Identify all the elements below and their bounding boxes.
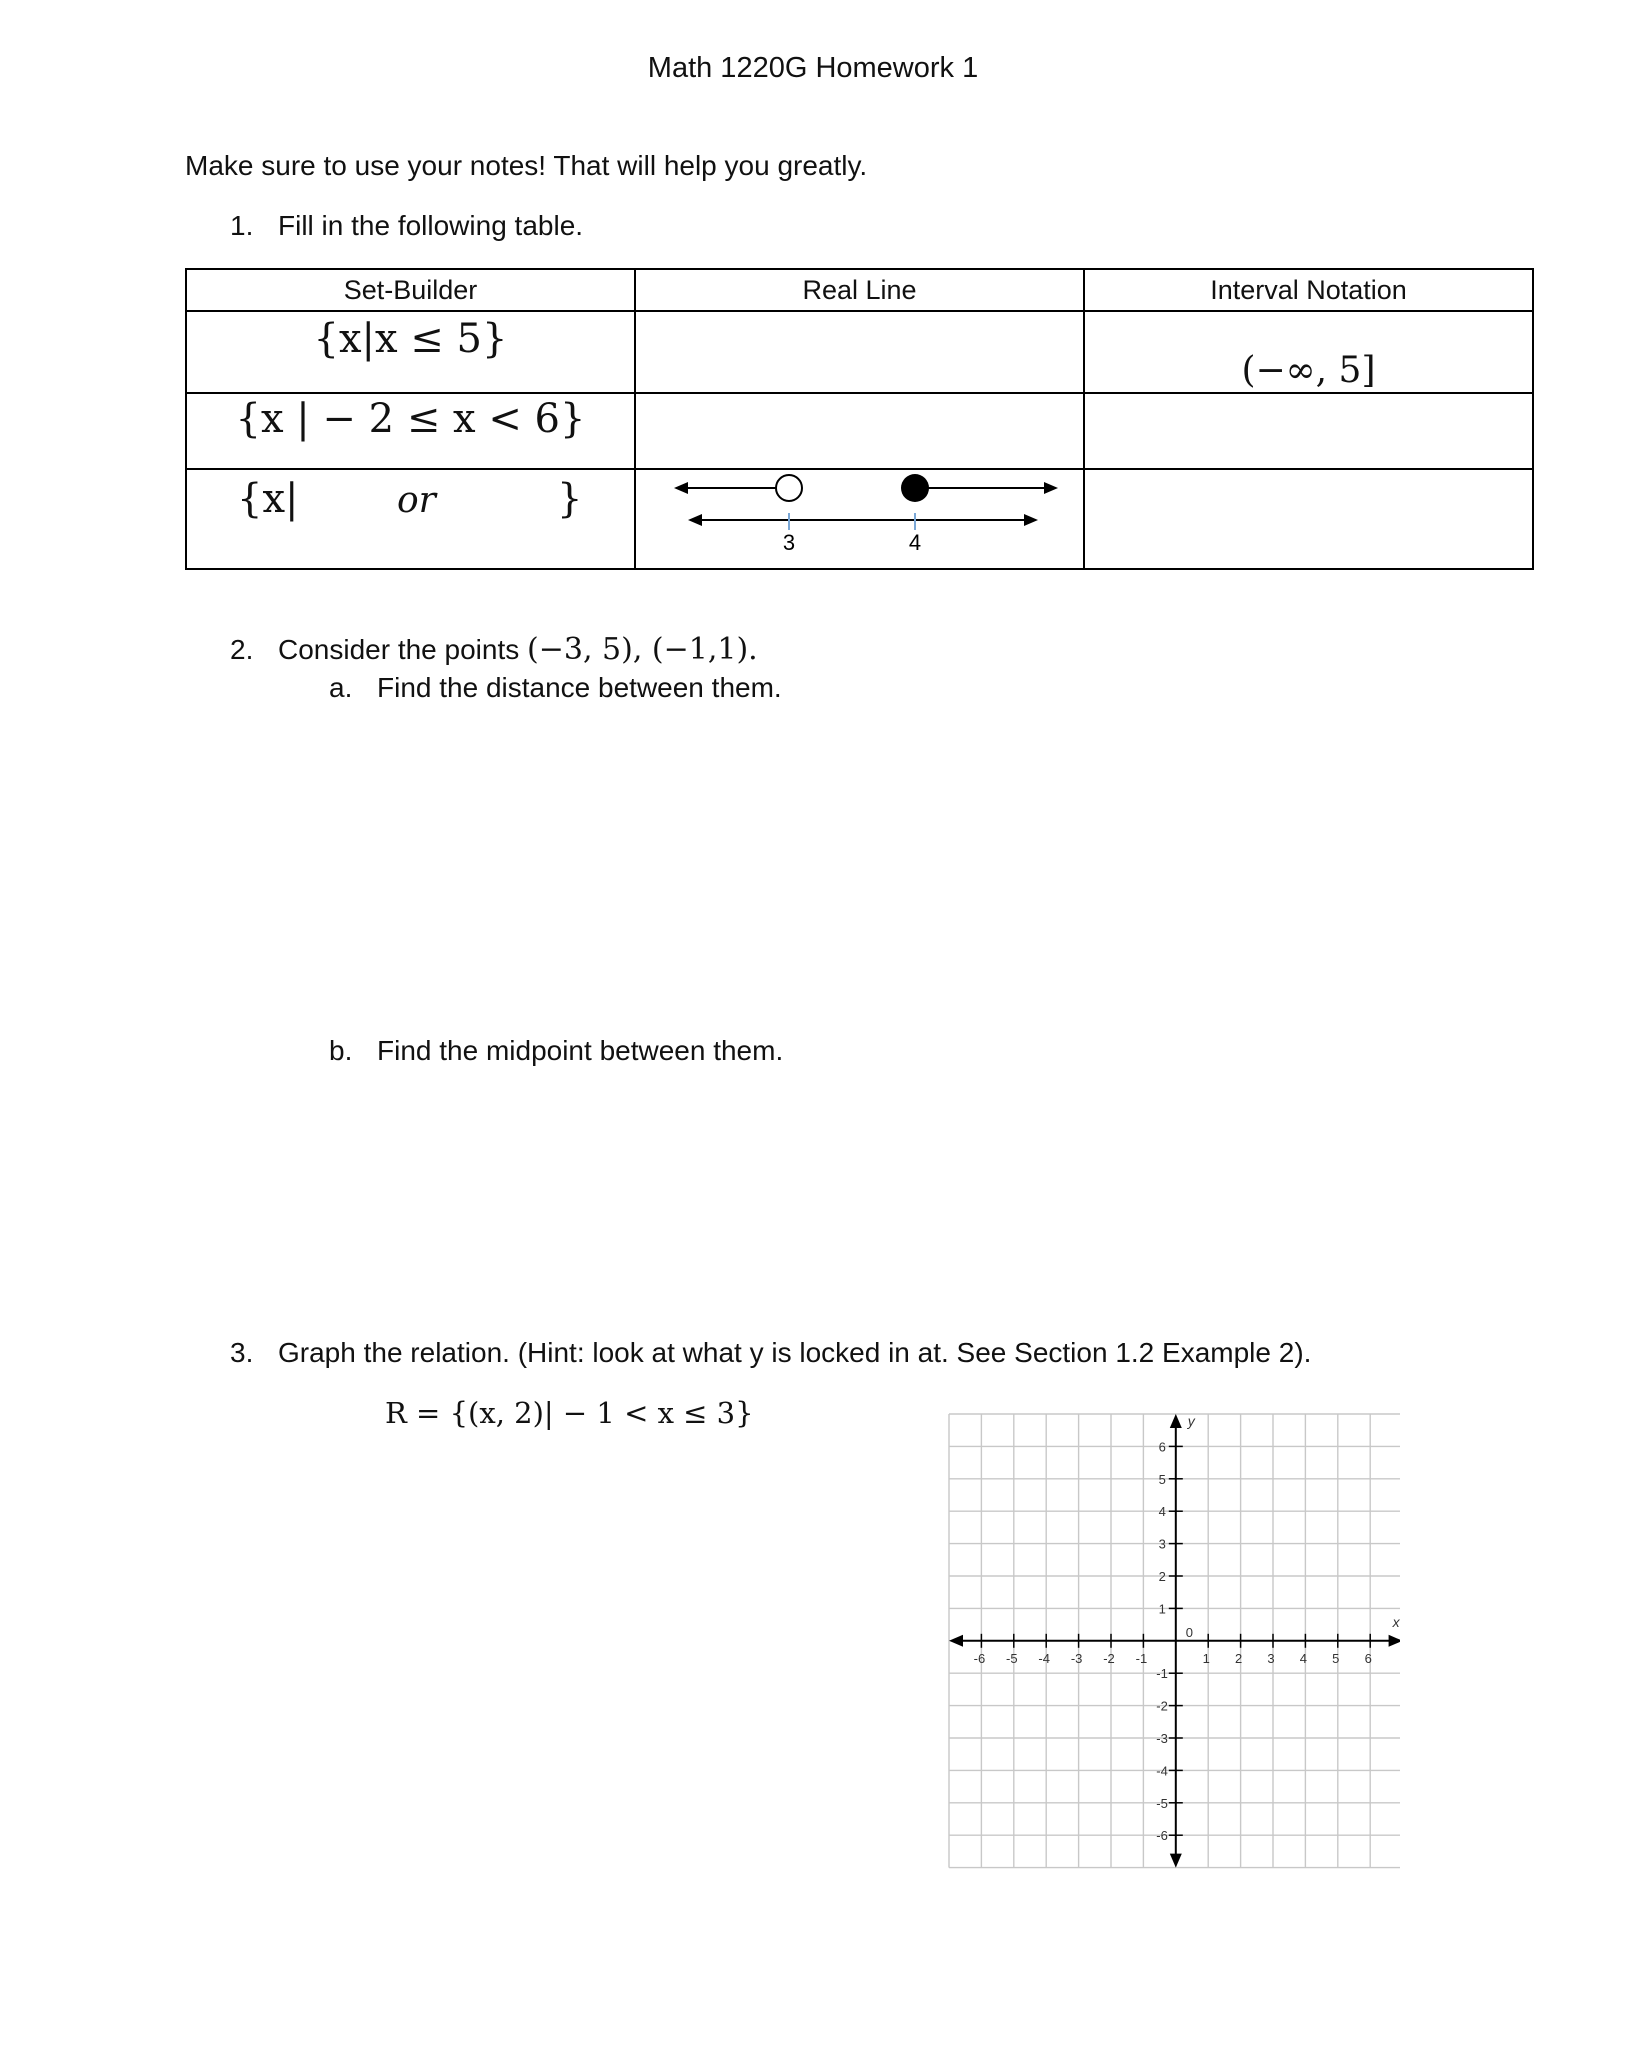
y-tick-label: -5 bbox=[1156, 1795, 1168, 1811]
y-tick-label: 5 bbox=[1158, 1471, 1166, 1487]
x-tick-label: -6 bbox=[973, 1650, 986, 1666]
open-circle-3 bbox=[776, 475, 802, 501]
y-tick-label: 1 bbox=[1158, 1601, 1166, 1617]
question-2b-text: Find the midpoint between them. bbox=[377, 1035, 784, 1066]
y-tick-label: -1 bbox=[1156, 1666, 1168, 1682]
y-tick-label: -2 bbox=[1156, 1698, 1168, 1714]
question-2a-label: a. bbox=[329, 672, 353, 703]
x-tick-label: 3 bbox=[1267, 1650, 1275, 1666]
y-tick-label: -4 bbox=[1156, 1763, 1168, 1779]
question-2b bbox=[329, 1035, 783, 1067]
tick-labels bbox=[974, 1413, 1400, 1843]
row1-interval: (−∞, 5] bbox=[1241, 350, 1376, 391]
question-3-relation: R = {(x, 2)| − 1 < x ≤ 3} bbox=[385, 1396, 754, 1430]
row1-set-builder-cell bbox=[186, 311, 635, 393]
y-axis-up-arrow bbox=[1170, 1414, 1182, 1428]
question-2-points: (−3, 5), (−1,1). bbox=[527, 632, 758, 667]
x-tick-label: 6 bbox=[1364, 1650, 1372, 1666]
row3-set-close: } bbox=[557, 476, 583, 522]
x-tick-label: -1 bbox=[1135, 1650, 1148, 1666]
axis-left-arrow bbox=[688, 514, 702, 526]
x-tick-label: -2 bbox=[1103, 1650, 1115, 1666]
row1-set-builder: {x|x ≤ 5} bbox=[313, 316, 508, 362]
x-tick-label: 1 bbox=[1202, 1650, 1210, 1666]
x-tick-label: 4 bbox=[1299, 1650, 1308, 1666]
origin-label: 0 bbox=[1185, 1624, 1194, 1640]
question-2a bbox=[329, 672, 782, 704]
question-2-number: 2. bbox=[230, 634, 254, 665]
intro-text: Make sure to use your notes! That will help you greatly. bbox=[185, 150, 868, 181]
row3-real-line-cell bbox=[635, 469, 1084, 569]
upper-left-arrow bbox=[674, 482, 688, 494]
tick-label-4: 4 bbox=[908, 530, 922, 555]
question-2a-text: Find the distance between them. bbox=[377, 672, 782, 703]
question-1-text: Fill in the following table. bbox=[278, 210, 584, 241]
row2-interval-cell[interactable] bbox=[1084, 393, 1533, 469]
x-tick-label: 5 bbox=[1332, 1650, 1340, 1666]
axis-right-arrow bbox=[1024, 514, 1038, 526]
row3-interval-cell[interactable] bbox=[1084, 469, 1533, 569]
question-3-text: Graph the relation. (Hint: look at what y is locked in at. See Section 1.2 Example 2). bbox=[278, 1337, 1312, 1368]
row3-set-builder-cell[interactable] bbox=[186, 469, 635, 569]
y-tick-label: 2 bbox=[1158, 1569, 1166, 1584]
question-2-text: Consider the points bbox=[278, 634, 520, 665]
row2-set-builder: {x | − 2 ≤ x < 6} bbox=[235, 396, 586, 442]
header-set-builder: Set-Builder bbox=[186, 269, 635, 311]
set-builder-table bbox=[185, 268, 1534, 570]
header-real-line: Real Line bbox=[635, 269, 1084, 311]
x-axis-label: x bbox=[1392, 1613, 1400, 1630]
x-tick-label: -5 bbox=[1006, 1650, 1018, 1666]
y-tick-label: -6 bbox=[1156, 1828, 1168, 1844]
y-tick-label: -3 bbox=[1156, 1731, 1168, 1746]
x-tick-label: -4 bbox=[1038, 1650, 1050, 1666]
question-2 bbox=[230, 632, 758, 667]
row2-real-line-cell[interactable] bbox=[635, 393, 1084, 469]
question-3 bbox=[230, 1337, 1311, 1369]
question-1 bbox=[230, 210, 583, 242]
y-tick-label: 4 bbox=[1158, 1504, 1166, 1520]
upper-right-arrow bbox=[1044, 482, 1058, 494]
x-axis-left-arrow bbox=[949, 1635, 963, 1647]
question-2b-label: b. bbox=[329, 1035, 353, 1066]
gap-cover bbox=[791, 486, 903, 491]
header-interval-notation: Interval Notation bbox=[1084, 269, 1533, 311]
y-tick-label: 6 bbox=[1158, 1439, 1166, 1455]
row2-set-builder-cell bbox=[186, 393, 635, 469]
question-1-number: 1. bbox=[230, 210, 254, 241]
x-axis-right-arrow bbox=[1389, 1635, 1400, 1647]
closed-circle-4 bbox=[901, 474, 929, 502]
row3-set-open: {x| bbox=[237, 476, 299, 522]
coordinate-grid[interactable] bbox=[945, 1410, 1400, 1870]
row3-or: or bbox=[397, 480, 436, 521]
x-tick-label: 2 bbox=[1234, 1650, 1243, 1666]
tick-label-3: 3 bbox=[782, 530, 796, 555]
row1-interval-cell bbox=[1084, 311, 1533, 393]
page-title: Math 1220G Homework 1 bbox=[647, 52, 979, 84]
row1-real-line-cell[interactable] bbox=[635, 311, 1084, 393]
row3-number-line bbox=[636, 470, 1085, 570]
y-axis-down-arrow bbox=[1170, 1854, 1182, 1868]
axes bbox=[949, 1414, 1400, 1868]
y-tick-label: 3 bbox=[1158, 1536, 1166, 1552]
question-3-number: 3. bbox=[230, 1337, 254, 1368]
x-tick-label: -3 bbox=[1070, 1650, 1083, 1666]
y-axis-label: y bbox=[1187, 1413, 1195, 1429]
